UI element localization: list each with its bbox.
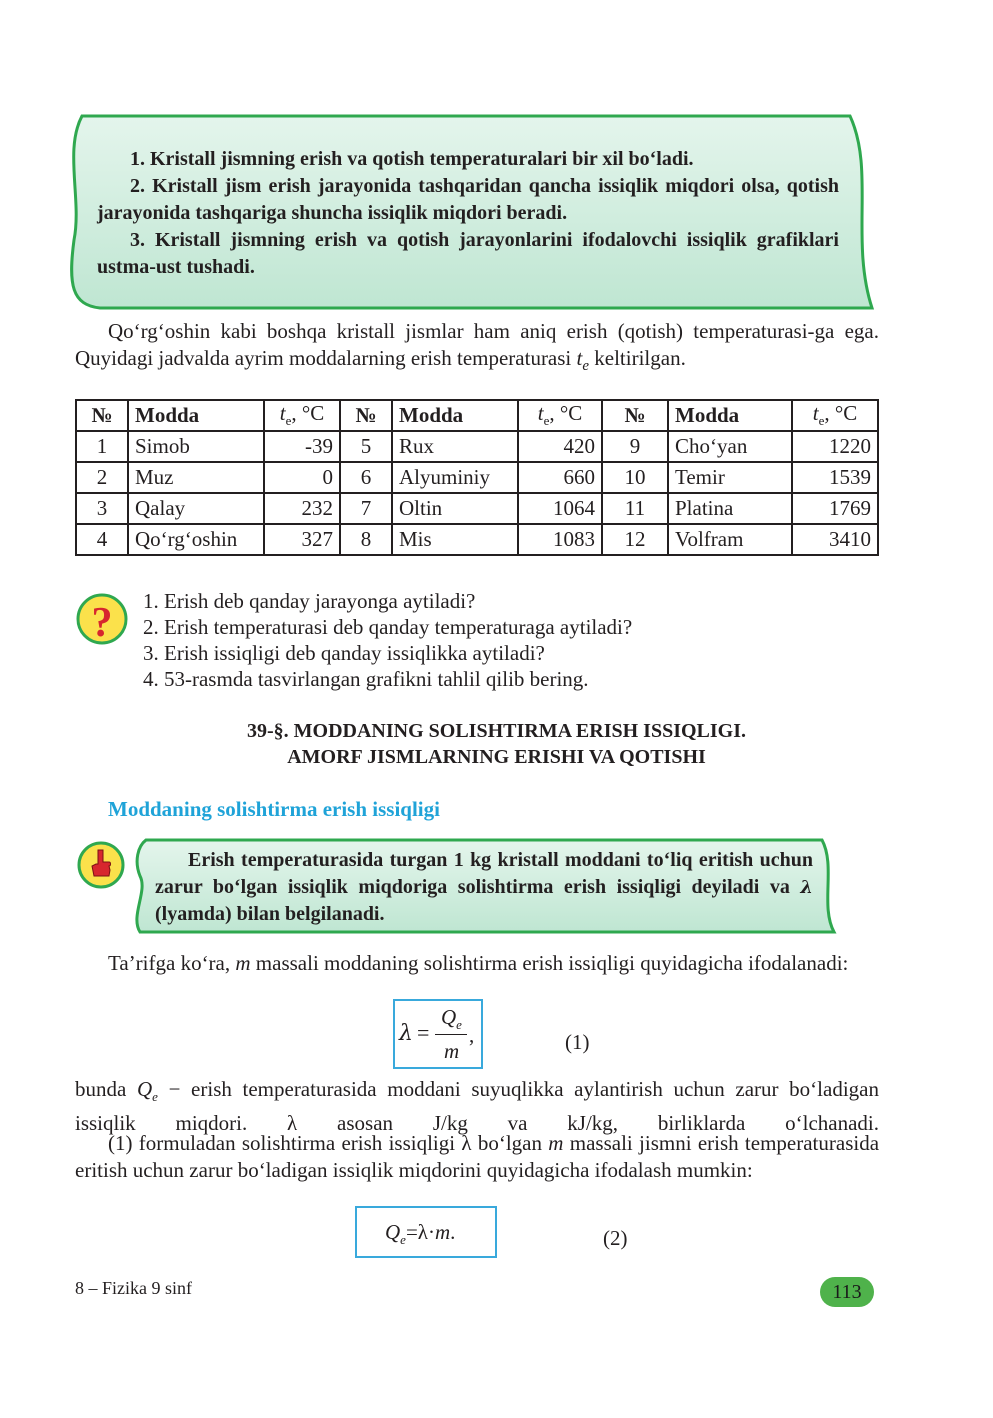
cell-temp: 660 [518, 462, 602, 493]
cell-num: 4 [76, 524, 128, 555]
cell-substance: Muz [128, 462, 264, 493]
col-num: № [76, 400, 128, 431]
col-num: № [340, 400, 392, 431]
cell-temp: 1220 [792, 431, 878, 462]
cell-num: 6 [340, 462, 392, 493]
col-substance: Modda [392, 400, 518, 431]
col-num: № [602, 400, 668, 431]
cell-temp: 1769 [792, 493, 878, 524]
table-header-row [76, 400, 878, 431]
section-heading: 39-§. MODDANING SOLISHTIRMA ERISH ISSIQLIGI. AMORF JISMLARNING ERISHI VA QOTISHI [247, 720, 746, 768]
paragraph-2-line1: bunda $Q_e$ − erish temperaturasida moddani suyuqlikka aylantirish uchun zarur bo‘ladigan issiqlik miqdori. λ asosan J/kg va kJ/kg, birliklarda o‘lchanadi. [75, 1077, 879, 1136]
formula-2-box: $Q_e=\lambda\cdot m$. [355, 1206, 497, 1258]
col-substance: Modda [128, 400, 264, 431]
table-row [76, 431, 878, 462]
temp-symbol: $t_e$ [576, 346, 590, 375]
subheading: Moddaning solishtirma erish issiqligi [108, 797, 440, 821]
cell-substance: Temir [668, 462, 792, 493]
cell-temp: 232 [264, 493, 340, 524]
cell-substance: Mis [392, 524, 518, 555]
lambda-symbol: λ [399, 1021, 413, 1046]
cell-temp: 327 [264, 524, 340, 555]
table-row [76, 462, 878, 493]
cell-num: 10 [602, 462, 668, 493]
question-item: 4. 53-rasmda tasvirlangan grafikni tahlil qilib bering. [143, 667, 589, 691]
cell-temp: 420 [518, 431, 602, 462]
cell-temp: 1064 [518, 493, 602, 524]
rules-text [97, 146, 839, 281]
cell-substance: Volfram [668, 524, 792, 555]
paragraph-3: (1) formuladan solishtirma erish issiqligi λ bo‘lgan m massali jismni erish temperaturasida eritish uchun zarur bo‘ladigan issiqlik miqdorini quyidagicha ifodalash mumkin: [75, 1131, 880, 1182]
cell-substance: Oltin [392, 493, 518, 524]
cell-num: 5 [340, 431, 392, 462]
question-mark-icon [76, 592, 128, 646]
cell-substance: Qalay [128, 493, 264, 524]
intro-paragraph: Qo‘rg‘oshin kabi boshqa kristall jismlar ham aniq erish (qotish) temperaturasi-ga ega. Quyidagi jadvalda ayrim moddalarning erish temperaturasi $t_e$ keltirilgan. [75, 319, 879, 375]
cell-num: 1 [76, 431, 128, 462]
cell-temp: 1083 [518, 524, 602, 555]
svg-text:?: ? [91, 600, 113, 646]
table-row [76, 524, 878, 555]
cell-num: 2 [76, 462, 128, 493]
cell-num: 7 [340, 493, 392, 524]
cell-num: 12 [602, 524, 668, 555]
cell-substance: Qo‘rg‘oshin [128, 524, 264, 555]
cell-substance: Rux [392, 431, 518, 462]
cell-substance: Simob [128, 431, 264, 462]
lambda-symbol: λ [800, 877, 813, 898]
rule-3: 3. Kristall jismning erish va qotish jarayonlarini ifodalovchi issiqlik grafiklari ustma-ust tushadi. [97, 229, 839, 278]
cell-substance: Platina [668, 493, 792, 524]
cell-num: 9 [602, 431, 668, 462]
col-temp: $t_e$, °C [792, 400, 878, 431]
paragraph-1: Ta’rifga ko‘ra, m massali moddaning solishtirma erish issiqligi quyidagicha ifodalanadi: [108, 951, 849, 975]
cell-num: 8 [340, 524, 392, 555]
question-item: 3. Erish issiqligi deb qanday issiqlikka aytiladi? [143, 641, 545, 665]
col-temp: $t_e$, °C [264, 400, 340, 431]
table-row [76, 493, 878, 524]
cell-temp: -39 [264, 431, 340, 462]
questions-list [143, 588, 632, 692]
hand-pointer-icon [76, 840, 126, 890]
cell-temp: 3410 [792, 524, 878, 555]
footer-book-label: 8 – Fizika 9 sinf [75, 1278, 192, 1298]
question-item: 1. Erish deb qanday jarayonga aytiladi? [143, 589, 476, 613]
cell-substance: Alyuminiy [392, 462, 518, 493]
rule-1: 1. Kristall jismning erish va qotish temperaturalari bir xil bo‘ladi. [130, 148, 694, 170]
page-number-badge: 113 [820, 1277, 874, 1307]
cell-num: 3 [76, 493, 128, 524]
melting-point-table [75, 399, 879, 556]
cell-substance: Cho‘yan [668, 431, 792, 462]
definition-text: Erish temperaturasida turgan 1 kg kristall moddani to‘liq eritish uchun zarur bo‘lgan issiqlik miqdoriga solishtirma erish issiqligi deyiladi va λ (lyamda) bilan belgilanadi. [155, 849, 813, 925]
cell-temp: 1539 [792, 462, 878, 493]
question-item: 2. Erish temperaturasi deb qanday temperaturaga aytiladi? [143, 615, 633, 639]
col-substance: Modda [668, 400, 792, 431]
cell-temp: 0 [264, 462, 340, 493]
cell-num: 11 [602, 493, 668, 524]
formula-1-number: (1) [565, 1030, 590, 1054]
formula-1-box: λ = $Q_e$ m , [393, 999, 483, 1069]
formula-2-number: (2) [603, 1226, 628, 1250]
rule-2: 2. Kristall jism erish jarayonida tashqaridan qancha issiqlik miqdori olsa, qotish jarayonida tashqariga shuncha issiqlik miqdori beradi. [97, 175, 839, 224]
col-temp: $t_e$, °C [518, 400, 602, 431]
